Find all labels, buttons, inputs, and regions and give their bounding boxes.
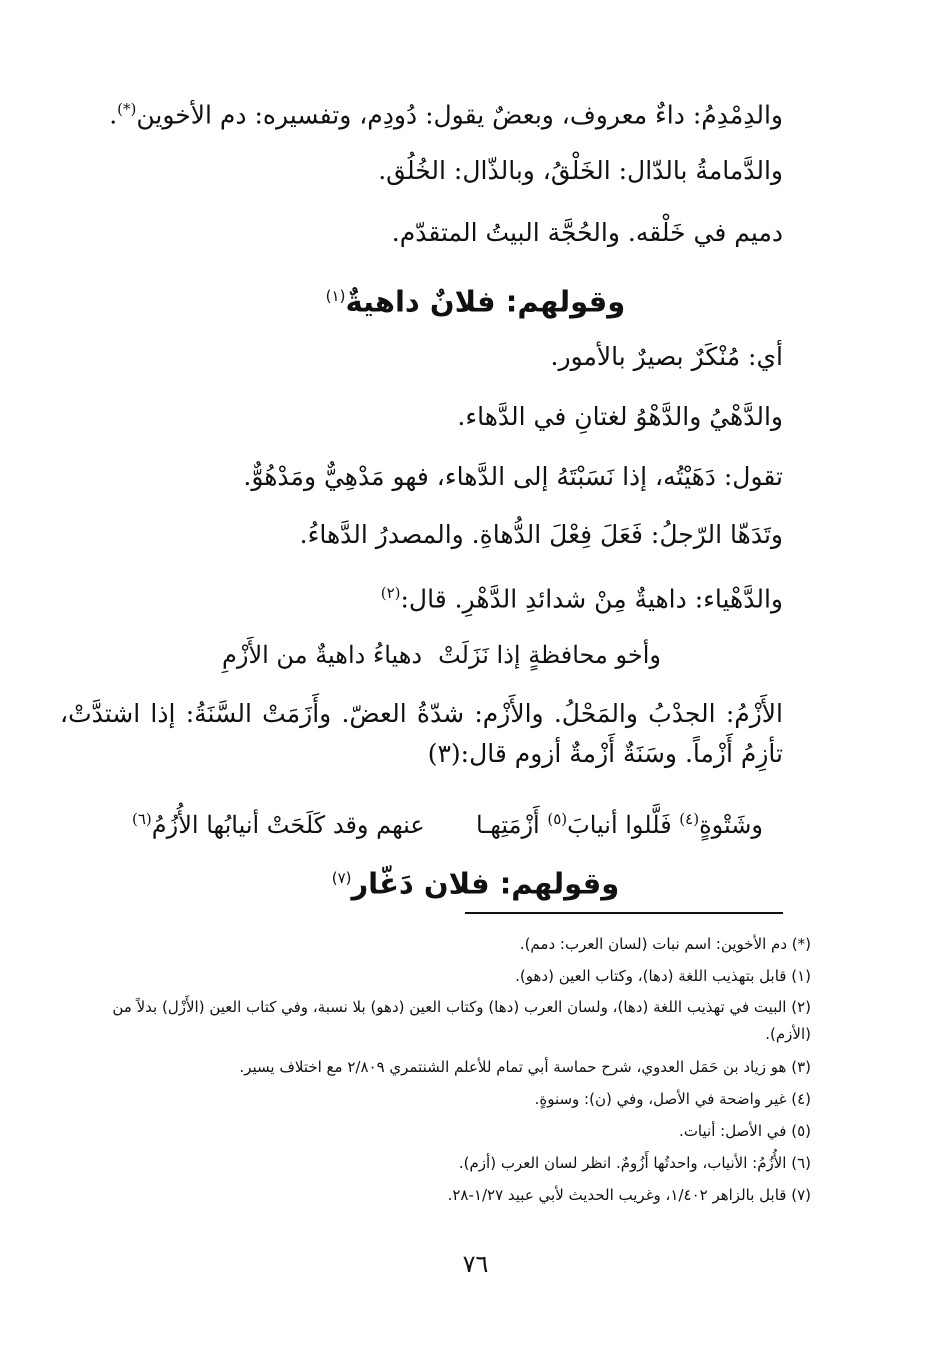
footnote-separator [465,912,783,914]
footnote-star: (*) دم الأخوين: اسم نبات (لسان العرب: دمم). [519,935,811,953]
section-heading-daghghar [0,858,951,904]
text-line-dahya [120,576,783,616]
text-line-dahaytuh: تقول: دَهَيْتُه، إذا نَسَبْتَهُ إلى الدَّهاء، فهو مَدْهِيٌّ ومَدْهُوٌّ. [243,462,783,491]
verse1-second-hemistich: دهياءُ داهيةٌ من الأَزْمِ [222,641,423,669]
verse2-second-text: عنهم وقد كَلَحَتْ أنيابُها الأُزُمُ [151,811,425,839]
page-number: ٧٦ [462,1250,489,1278]
footnote-ref-3: (٣) [427,739,461,768]
verse2-second-hemistich [132,802,425,842]
footnote-5: (٥) في الأصل: أنيات. [679,1122,811,1140]
text-line-dahy: والدَّهْيُ والدَّهْوُ لغتانِ في الدَّهاء. [457,402,783,431]
footnote-ref-6: (٦) [132,810,152,828]
footnote-ref-5: (٥) [547,810,568,828]
text-line-munkar: أي: مُنْكَرٌ بصيرٌ بالأمور. [550,342,783,371]
footnote-2: (٢) البيت في تهذيب اللغة (دها)، ولسان العرب (دها) وكتاب العين (دهو) بلا نسبة، وفي كتاب العين (الأَزْل) بدلاً من (الأزم). [112,998,811,1043]
paragraph-azm-text: الأَزْمُ: الجدْبُ والمَحْلُ. والأَزْم: شدّةُ العضّ. وأَزَمَتْ السَّنَةُ: إذا اشتدَّتْ، تأزِمُ أَزْماً. وسَنَةٌ أَزْمةٌ أزوم قال: [60,699,783,768]
paragraph-azm [60,694,783,774]
section-heading-dahiya-text: وقولهم: فلانٌ داهيةٌ [345,284,626,319]
footnote-ref-7: (٧) [331,869,352,887]
footnote-7: (٧) قابل بالزاهر ١/٤٠٢، وغريب الحديث لأبي عبيد ١/٢٧-٢٨. [447,1186,811,1204]
verse2-word-shatwa: وشَتْوةٍ [699,811,763,839]
verse2-first-hemistich [476,802,763,842]
section-heading-daghghar-text: وقولهم: فلان دَغّار [351,866,620,901]
verse2-word-azmatiha: أَزْمَتِهـا [475,811,548,839]
footnote-4: (٤) غير واضحة في الأصل، وفي (ن): وسنوةٍ. [534,1090,811,1108]
verse1-first-hemistich: وأخو محافظةٍ إذا نَزَلَتْ [438,641,661,669]
text-line-dimdim-end: . [109,100,118,130]
text-line-dahya-body: والدَّهْياء: داهيةٌ مِنْ شدائدِ الدَّهْرِ. قال: [400,584,783,614]
text-line-tadaha: وتَدَهّا الرّجلُ: فَعَلَ فِعْلَ الدُّهاةِ. والمصدرُ الدَّهاءُ. [299,520,783,549]
footnote-ref-star: (*) [117,100,137,118]
text-line-damim: دميم في خَلْقه. والحُجَّة البيتُ المتقدّم. [391,218,783,247]
footnote-6: (٦) الأُزُمُ: الأنياب، واحدتُها أَزُومٌ. انظر لسان العرب (أزم). [458,1154,811,1172]
section-heading-dahiya [0,276,951,322]
text-line-dimdim-body: والدِمْدِمُ: داءٌ معروف، وبعضٌ يقول: دُودِم، وتفسيره: دم الأخوين [136,100,783,130]
footnote-ref-1: (١) [325,287,346,305]
text-line-damama: والدَّمامةُ بالدّال: الخَلْقُ، وبالذّال: الخُلُق. [378,156,783,185]
footnote-1: (١) قابل بتهذيب اللغة (دها)، وكتاب العين (دهو). [515,967,811,985]
footnote-ref-4: (٤) [679,810,700,828]
text-line-dimdim [109,92,783,132]
footnote-ref-2: (٢) [380,584,401,602]
footnotes [75,928,811,1211]
verse2-word-anyab: فَلَّلوا أنيابَ [567,811,680,839]
footnote-3: (٣) هو زياد بن حَمَل العدوي، شرح حماسة أبي تمام للأعلم الشنتمري ٢/٨٠٩ مع اختلاف يسير. [239,1058,811,1076]
